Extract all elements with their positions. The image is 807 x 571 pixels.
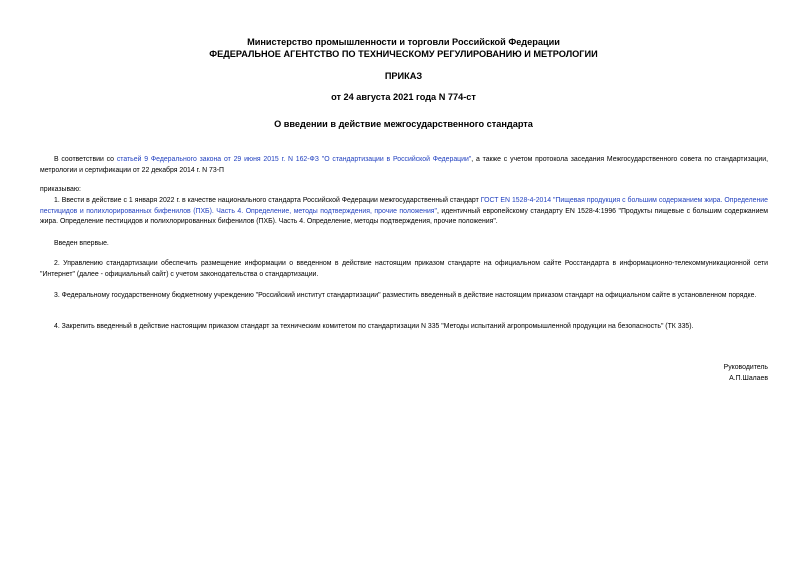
item-4-paragraph: 4. Закрепить введенный в действие настоящим приказом стандарт за техническим комитетом по стандартизации N 335 "Методы испытаний агропромышленной продукции на безопасность" (ТК 335). — [54, 323, 694, 330]
date-number-heading: от 24 августа 2021 года N 774-ст — [331, 92, 476, 102]
order-word: приказываю: — [40, 186, 81, 193]
doc-type-heading: ПРИКАЗ — [384, 71, 423, 81]
agency-heading: ФЕДЕРАЛЬНОЕ АГЕНТСТВО ПО ТЕХНИЧЕСКОМУ РЕГУЛИРОВАНИЮ И МЕТРОЛОГИИ — [209, 49, 598, 59]
doc-title: О введении в действие межгосударственного стандарта — [274, 119, 533, 129]
item-1-text-before: 1. Ввести в действие с 1 января 2022 г. в качестве национального стандарта Российской Федерации межгосударственный стандарт — [54, 197, 481, 204]
preamble-text-after: , а также с учетом протокола заседания Межгосударственного совета по стандартизации, метрологии и сертификации от 22 декабря 2014 г. N 73-П — [40, 156, 768, 174]
ministry-heading: Министерство промышленности и торговли Российской Федерации — [247, 37, 560, 47]
law-link[interactable]: статьей 9 Федерального закона от 29 июня 2015 г. N 162-ФЗ "О стандартизации в Российской Федерации" — [116, 156, 472, 163]
item-3-paragraph: 3. Федеральному государственному бюджетному учреждению "Российский институт стандартизации" разместить введенный в действие настоящим приказом стандарт на официальном сайте в установленном порядке. — [54, 292, 757, 299]
standard-link[interactable]: ГОСТ EN 1528-4-2014 "Пищевая продукция с большим содержанием жира. Определение пестицидов и полихлорированных бифенилов (ПХБ). Часть 4. Определение, методы подтверждения, прочие положения" — [40, 197, 768, 215]
item-1-text-after: , идентичный европейскому стандарту EN 1528-4:1996 "Продукты пищевые с большим содержанием жира. Определение пестицидов и полихлорированных бифенилов (ПХБ). Часть 4. Определение, методы подтверждения, прочие положения". — [40, 207, 768, 225]
preamble-text-before: В соответствии со — [54, 156, 117, 163]
intro-first-paragraph: Введен впервые. — [54, 240, 109, 247]
signature-name: А.П.Шалаев — [729, 375, 768, 382]
item-1-paragraph — [40, 196, 768, 228]
signature-role: Руководитель — [723, 364, 768, 371]
item-2-paragraph: 2. Управлению стандартизации обеспечить размещение информации о введенном в действие настоящим приказом стандарте на официальном сайте Росстандарта в информационно-телекоммуникационной сети "Интернет" (далее - официальный сайт) с учетом законодательства о стандартизации. — [40, 260, 768, 278]
preamble-paragraph — [40, 155, 768, 176]
